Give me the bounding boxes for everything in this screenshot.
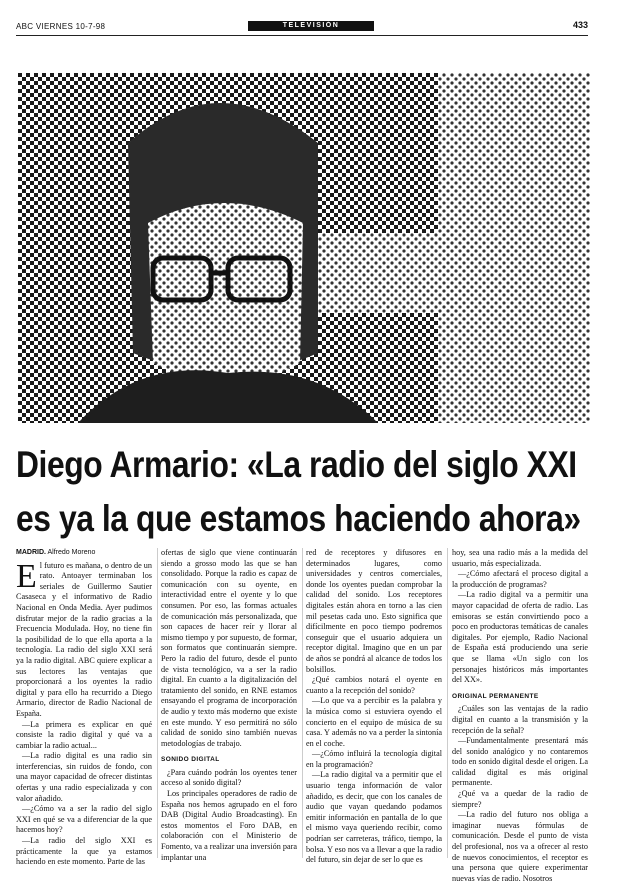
paragraph: —Lo que va a percibir es la palabra y la música como si estuviera oyendo el concierto en el equipo de música de su casa. Y además no va a perder la sintonía en el coche.	[306, 696, 442, 748]
byline-place: MADRID.	[16, 549, 46, 556]
header-rule	[16, 35, 588, 36]
paragraph: ¿Cuáles son las ventajas de la radio digital en cuanto a la transmisión y la recepción de la señal?	[452, 704, 588, 735]
column-4	[452, 548, 588, 883]
article-body	[16, 548, 588, 883]
page-header	[16, 22, 588, 34]
paragraph: l futuro es mañana, o dentro de un rato. Antoayer terminaban los seriales de Guillermo Sautier Casaseca y el informativo de Radio Nacional en Onda Media. Ayer pudimos disfrutar mejor de la radio gracias a la Frecuencia Modulada. Hoy, no tiene fin la posibilidad de lo que ella aporta a la tecnología. La radio del siglo XXI será ya la radio digital. ABC quiere explicar a sus lectores las ventajas que proporcionará a los oyentes la radio digital y para ello ha recurrido a Diego Armario, director de Radio Nacional de España.	[16, 560, 152, 718]
paragraph: —¿Cómo afectará el proceso digital a la producción de programas?	[452, 569, 588, 589]
paragraph: ofertas de siglo que viene continuarán siendo a grosso modo las que se han consolidado. Porque la radio es capaz de comunicación con su oyente, en interactividad entre el oyente y lo que consumen. Por eso, las formas actuales de comunicación más personalizada, que son capaces de hacer reír y llorar al mismo tiempo y por supuesto, de formar, son formatos que continuarán siempre. Pero la radio del futuro, desde el punto de vista tecnológico, va a ser la radio digital. En cuanto a la digitalización del tratamiento del sonido, en RNE estamos ensayando el programa de incorporación de audio y texto más moderno que existe en este mundo. Y eso permitirá no sólo calidad de sonido sino también nuevas metodologías de trabajo.	[161, 548, 297, 748]
paragraph: hoy, sea una radio más a la medida del usuario, más especializada.	[452, 548, 588, 568]
dropcap: E	[16, 557, 37, 595]
paragraph: red de receptores y difusores en determinados lugares, como universidades y centros comerciales, donde los oyentes puedan comprobar la calidad del sonido. Los receptores digitales están ahora en torno a las cien mil pesetas cada uno. Esto significa que difícilmente en poco tiempo podremos conseguir que el usuario adquiera un receptor digital. Imagino que en un par de años se pondrá al alcance de todos los bolsillos.	[306, 548, 442, 674]
column-divider	[302, 548, 303, 858]
byline	[16, 548, 152, 559]
paragraph: ¿Qué va a quedar de la radio de siempre?	[452, 789, 588, 809]
column-1	[16, 548, 152, 867]
column-3	[306, 548, 442, 865]
paragraph: —La radio del siglo XXI es prácticamente la que ya estamos haciendo en este momento. Parte de las	[16, 836, 152, 867]
subhead-sonido-digital: SONIDO DIGITAL	[161, 756, 220, 764]
paragraph: —Fundamentalmente presentará más del sonido analógico y no contaremos todo en sonido digital desde el origen. La calidad digital es más original permanente.	[452, 736, 588, 788]
paragraph: Los principales operadores de radio de España nos hemos agrupado en el foro DAB (Digital Audio Broadcasting). En estos momentos el Foro DAB, en colaboración con el Ministerio de Fomento, va a realizar una inversión para implantar una	[161, 789, 297, 862]
page-number: 433	[572, 20, 588, 30]
column-2	[161, 548, 297, 862]
paragraph: —La radio digital va a permitir que el usuario tenga información de valor añadido, es decir, que con los canales de audio que vayan quedando podamos emitir información en pantalla de lo que el mismo vaya queriendo recibir, como podrían ser carreteras, tráfico, tiempo, la bolsa. Y eso nos va a llevar a que la radio del futuro, sin dejar de ser lo que es	[306, 770, 442, 865]
column-divider	[447, 548, 448, 858]
paragraph: ¿Qué cambios notará el oyente en cuanto a la recepción del sonido?	[306, 675, 442, 695]
portrait-photo	[18, 73, 590, 423]
paragraph: —La radio del futuro nos obliga a imaginar nuevas fórmulas de comunicación. Desde el punto de vista del profesional, nos va a ofrecer al resto de nuevos conocimientos, el receptor es una persona que quiere experimentar nuevas vías de radio. Nosotros	[452, 810, 588, 883]
headline-line-1: Diego Armario: «La radio del siglo XXI	[16, 444, 577, 485]
subhead-original-permanente: ORIGINAL PERMANENTE	[452, 692, 539, 700]
article-headline	[16, 438, 581, 546]
paragraph: —La radio digital es una radio sin interferencias, sin ruidos de fondo, con una mayor capacidad de ofrecer distintas ofertas y una radio especializada y con valor añadido.	[16, 751, 152, 803]
halftone-portrait-image	[18, 73, 590, 423]
column-divider	[157, 548, 158, 858]
issue-date: ABC VIERNES 10-7-98	[16, 22, 106, 31]
paragraph: —¿Cómo va a ser la radio del siglo XXI en qué se va a diferenciar de la que hacemos hoy?	[16, 804, 152, 835]
paragraph: —La primera es explicar en qué consiste la radio digital y qué va a cambiar la radio actual...	[16, 719, 152, 750]
paragraph: —¿Cómo influirá la tecnología digital en la programación?	[306, 749, 442, 769]
paragraph: —La radio digital va a permitir una mayor capacidad de oferta de radio. Las emisoras se están convirtiendo poco a poco en productoras temáticas de canales digitales. Por ejemplo, Radio Nacional de España está produciendo una serie que se llama «Un siglo con los personajes históricos más importantes del XX».	[452, 590, 588, 685]
section-label: TELEVISIÓN	[248, 21, 374, 31]
paragraph: ¿Para cuándo podrán los oyentes tener acceso al sonido digital?	[161, 767, 297, 788]
byline-author: Alfredo Moreno	[47, 549, 96, 556]
headline-line-2: es ya la que estamos haciendo ahora»	[16, 498, 581, 539]
